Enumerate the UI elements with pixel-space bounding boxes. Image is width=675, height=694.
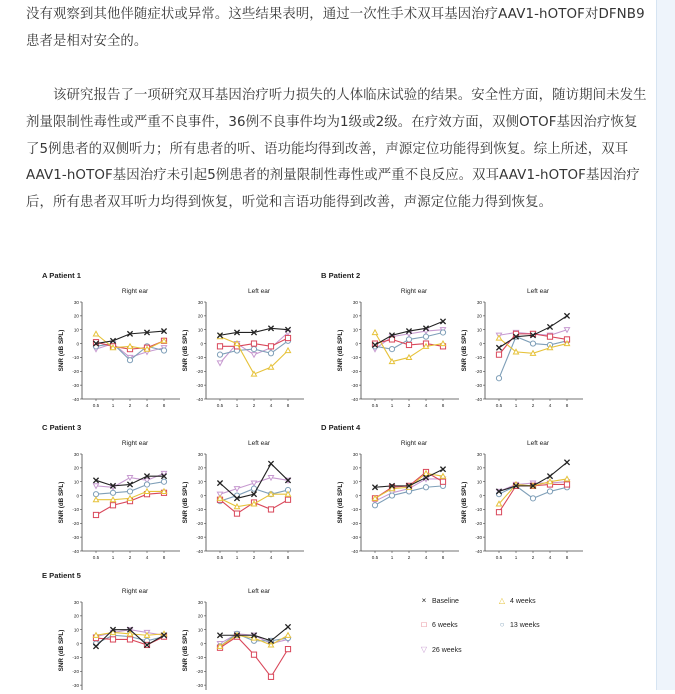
y-tick-label: 20 — [73, 465, 79, 471]
data-point-baseline — [268, 461, 273, 466]
data-point-6-weeks — [110, 503, 115, 508]
data-point-13-weeks — [530, 341, 535, 346]
y-tick-label: 10 — [197, 627, 203, 633]
panel-title: Left ear — [526, 288, 550, 295]
paragraph-summary: 该研究报告了一项研究双耳基因治疗听力损失的人体临床试验的结果。安全性方面，随访期间未发生剂量限制性毒性或严重不良事件，36例不良事件均为1级或2级。在疗效方面，双侧OTOF基因治疗恢复了5例患者的双侧听力；所有患者的听、语功能均得到改善，声源定位功能得到恢复。综上所述，双耳AAV1-hOTOF基因治疗未引起5例患者的剂量限制性毒性或严重不良反应。双耳AAV1-hOTOF基因治疗后，所有患者双耳听力均得到恢复，听觉和言语功能得到改善，声源定位能力得到恢复。 — [26, 88, 647, 211]
y-tick-label: -20 — [475, 521, 482, 527]
data-point-baseline — [496, 345, 501, 350]
y-tick-label: 10 — [352, 479, 358, 485]
legend-entry-w26 — [421, 645, 462, 654]
y-tick-label: -30 — [351, 534, 358, 540]
panel-title: Right ear — [400, 288, 428, 295]
x-tick-label: 1 — [390, 555, 394, 560]
data-point-4-weeks — [406, 355, 411, 360]
data-point-baseline — [547, 324, 552, 329]
legend-label-baseline: Baseline — [432, 598, 459, 605]
y-tick-label: -30 — [196, 534, 203, 540]
data-point-4-weeks — [93, 497, 98, 502]
x-tick-label: 0.5 — [216, 555, 224, 560]
y-tick-label: 20 — [197, 313, 203, 319]
x-tick-label: 4 — [548, 555, 552, 560]
data-point-13-weeks — [127, 489, 132, 494]
data-point-13-weeks — [110, 490, 115, 495]
y-tick-label: -20 — [351, 369, 358, 375]
data-point-13-weeks — [217, 352, 222, 357]
data-point-baseline — [93, 478, 98, 483]
legend-entry-w6 — [422, 620, 459, 629]
data-point-13-weeks — [127, 358, 132, 363]
data-point-4-weeks — [217, 496, 222, 501]
data-point-26-weeks — [268, 475, 273, 480]
data-point-13-weeks — [161, 348, 166, 353]
x-tick-label: 4 — [424, 555, 428, 560]
y-tick-label: 0 — [76, 641, 79, 647]
data-point-4-weeks — [144, 489, 149, 494]
x-tick-label: 0.5 — [371, 555, 379, 560]
chart-panel — [182, 440, 304, 560]
y-tick-label: 10 — [197, 479, 203, 485]
data-point-13-weeks — [530, 496, 535, 501]
panel-title: Right ear — [400, 440, 428, 447]
y-axis-label: SNR (dB SPL) — [182, 629, 189, 672]
y-tick-label: -10 — [196, 655, 203, 661]
patient-label: D Patient 4 — [321, 423, 361, 432]
y-tick-label: -30 — [196, 682, 203, 688]
data-point-26-weeks — [93, 484, 98, 489]
legend-symbol-w4: △ — [498, 596, 506, 605]
data-point-baseline — [440, 467, 445, 472]
chart-panel — [337, 440, 459, 560]
data-point-4-weeks — [372, 330, 377, 335]
y-tick-label: 0 — [76, 341, 79, 347]
figure-snr-charts — [36, 262, 626, 690]
y-tick-label: 30 — [352, 451, 358, 457]
data-point-6-weeks — [564, 482, 569, 487]
data-point-baseline — [547, 474, 552, 479]
legend-label-w13: 13 weeks — [510, 622, 540, 629]
y-tick-label: -30 — [72, 534, 79, 540]
data-point-6-weeks — [547, 334, 552, 339]
x-tick-label: 1 — [514, 555, 518, 560]
y-axis-label: SNR (dB SPL) — [337, 481, 344, 524]
x-tick-label: 1 — [235, 555, 239, 560]
x-tick-label: 2 — [531, 403, 535, 408]
y-tick-label: -20 — [475, 369, 482, 375]
x-tick-label: 1 — [111, 403, 115, 408]
x-tick-label: 2 — [407, 555, 411, 560]
data-point-baseline — [217, 481, 222, 486]
data-point-13-weeks — [406, 337, 411, 342]
y-tick-label: -10 — [475, 507, 482, 513]
y-tick-label: -30 — [196, 382, 203, 388]
y-tick-label: -30 — [72, 382, 79, 388]
x-tick-label: 4 — [424, 403, 428, 408]
legend-label-w26: 26 weeks — [432, 647, 462, 654]
x-tick-label: 4 — [145, 555, 149, 560]
data-point-13-weeks — [268, 351, 273, 356]
data-point-6-weeks — [268, 674, 273, 679]
y-tick-label: -40 — [475, 396, 482, 402]
y-axis-label: SNR (dB SPL) — [182, 329, 189, 372]
chart-panel — [337, 288, 459, 408]
legend-entry-w13 — [500, 620, 540, 629]
y-tick-label: 20 — [73, 613, 79, 619]
y-tick-label: -20 — [196, 369, 203, 375]
legend-entry-baseline — [422, 596, 459, 605]
x-tick-label: 8 — [286, 403, 290, 408]
y-tick-label: -20 — [351, 521, 358, 527]
y-tick-label: -40 — [72, 396, 79, 402]
chart-panel — [58, 288, 180, 408]
page-side-margin — [657, 0, 675, 690]
legend-entry-w4 — [499, 596, 536, 605]
data-point-4-weeks — [389, 359, 394, 364]
y-tick-label: -20 — [196, 669, 203, 675]
y-tick-label: 30 — [197, 599, 203, 605]
x-tick-label: 2 — [407, 403, 411, 408]
y-tick-label: -10 — [351, 507, 358, 513]
data-point-13-weeks — [423, 334, 428, 339]
y-axis-label: SNR (dB SPL) — [182, 481, 189, 524]
x-tick-label: 0.5 — [216, 403, 224, 408]
y-tick-label: 10 — [476, 479, 482, 485]
data-point-26-weeks — [251, 353, 256, 358]
panel-title: Right ear — [121, 588, 149, 595]
y-tick-label: -30 — [475, 534, 482, 540]
data-point-4-weeks — [496, 335, 501, 340]
data-point-6-weeks — [406, 342, 411, 347]
y-tick-label: 10 — [476, 327, 482, 333]
y-tick-label: 20 — [197, 613, 203, 619]
data-point-13-weeks — [372, 503, 377, 508]
x-tick-label: 1 — [235, 403, 239, 408]
y-tick-label: -10 — [475, 355, 482, 361]
x-tick-label: 2 — [252, 555, 256, 560]
data-point-4-weeks — [285, 348, 290, 353]
data-point-4-weeks — [547, 479, 552, 484]
legend-label-w6: 6 weeks — [432, 622, 458, 629]
y-tick-label: -40 — [351, 396, 358, 402]
y-tick-label: 20 — [476, 465, 482, 471]
y-tick-label: -40 — [475, 548, 482, 554]
data-point-4-weeks — [144, 633, 149, 638]
data-point-13-weeks — [547, 489, 552, 494]
legend-symbol-w26: ▽ — [420, 645, 428, 654]
y-tick-label: 10 — [73, 479, 79, 485]
y-tick-label: 0 — [479, 341, 482, 347]
y-tick-label: 0 — [200, 641, 203, 647]
patient-label: B Patient 2 — [321, 271, 361, 280]
y-tick-label: 0 — [479, 493, 482, 499]
panel-title: Left ear — [247, 440, 271, 447]
x-tick-label: 0.5 — [371, 403, 379, 408]
data-point-13-weeks — [93, 492, 98, 497]
y-tick-label: 0 — [200, 493, 203, 499]
y-tick-label: 30 — [73, 451, 79, 457]
data-point-4-weeks — [127, 496, 132, 501]
data-point-6-weeks — [496, 510, 501, 515]
data-point-6-weeks — [440, 479, 445, 484]
y-tick-label: -20 — [72, 521, 79, 527]
data-point-6-weeks — [268, 344, 273, 349]
y-tick-label: 30 — [476, 299, 482, 305]
y-axis-label: SNR (dB SPL) — [461, 481, 468, 524]
x-tick-label: 0.5 — [495, 555, 503, 560]
data-point-4-weeks — [440, 474, 445, 479]
data-point-6-weeks — [251, 652, 256, 657]
data-point-13-weeks — [161, 479, 166, 484]
y-tick-label: -30 — [351, 382, 358, 388]
legend-symbol-baseline: × — [421, 596, 427, 605]
y-tick-label: 20 — [73, 313, 79, 319]
data-point-4-weeks — [251, 371, 256, 376]
y-tick-label: -40 — [72, 548, 79, 554]
y-tick-label: -30 — [72, 682, 79, 688]
y-tick-label: -10 — [196, 507, 203, 513]
y-tick-label: 30 — [197, 299, 203, 305]
y-tick-label: 0 — [200, 341, 203, 347]
y-axis-label: SNR (dB SPL) — [58, 481, 65, 524]
x-tick-label: 2 — [252, 403, 256, 408]
panel-title: Left ear — [526, 440, 550, 447]
data-point-baseline — [564, 313, 569, 318]
y-tick-label: 0 — [355, 341, 358, 347]
data-point-13-weeks — [251, 347, 256, 352]
x-tick-label: 1 — [111, 555, 115, 560]
x-tick-label: 4 — [269, 403, 273, 408]
legend-symbol-w6: □ — [421, 620, 427, 629]
data-point-13-weeks — [440, 330, 445, 335]
panel-title: Left ear — [247, 288, 271, 295]
x-tick-label: 4 — [548, 403, 552, 408]
x-tick-label: 8 — [162, 403, 166, 408]
chart-panel — [182, 288, 304, 408]
panel-title: Right ear — [121, 288, 149, 295]
data-point-4-weeks — [234, 504, 239, 509]
y-tick-label: -40 — [351, 548, 358, 554]
data-point-13-weeks — [144, 482, 149, 487]
patient-label: E Patient 5 — [42, 571, 81, 580]
figure-legend — [421, 596, 540, 654]
y-tick-label: -30 — [475, 382, 482, 388]
y-tick-label: 0 — [76, 493, 79, 499]
data-point-6-weeks — [127, 637, 132, 642]
y-axis-label: SNR (dB SPL) — [58, 329, 65, 372]
data-point-26-weeks — [127, 475, 132, 480]
y-axis-label: SNR (dB SPL) — [58, 629, 65, 672]
x-tick-label: 8 — [441, 555, 445, 560]
y-axis-label: SNR (dB SPL) — [461, 329, 468, 372]
y-tick-label: -20 — [196, 521, 203, 527]
data-point-6-weeks — [285, 647, 290, 652]
y-tick-label: -20 — [72, 669, 79, 675]
data-point-4-weeks — [93, 331, 98, 336]
x-tick-label: 4 — [145, 403, 149, 408]
y-tick-label: 30 — [476, 451, 482, 457]
legend-label-w4: 4 weeks — [510, 598, 536, 605]
legend-symbol-w13: ○ — [499, 620, 505, 629]
x-tick-label: 4 — [269, 555, 273, 560]
data-point-6-weeks — [217, 344, 222, 349]
x-tick-label: 0.5 — [495, 403, 503, 408]
y-tick-label: -10 — [72, 655, 79, 661]
y-tick-label: 0 — [355, 493, 358, 499]
y-tick-label: 20 — [352, 465, 358, 471]
data-point-6-weeks — [285, 335, 290, 340]
data-point-6-weeks — [93, 512, 98, 517]
data-point-6-weeks — [251, 341, 256, 346]
y-tick-label: -10 — [72, 355, 79, 361]
x-tick-label: 8 — [565, 555, 569, 560]
x-tick-label: 1 — [390, 403, 394, 408]
patient-label: C Patient 3 — [42, 423, 82, 432]
x-tick-label: 8 — [286, 555, 290, 560]
y-tick-label: -20 — [72, 369, 79, 375]
data-point-6-weeks — [268, 507, 273, 512]
y-tick-label: 10 — [73, 627, 79, 633]
y-tick-label: 30 — [73, 299, 79, 305]
y-tick-label: -10 — [196, 355, 203, 361]
y-tick-label: 30 — [352, 299, 358, 305]
data-point-baseline — [440, 319, 445, 324]
data-point-13-weeks — [389, 493, 394, 498]
x-tick-label: 2 — [128, 403, 132, 408]
y-tick-label: 30 — [73, 599, 79, 605]
y-tick-label: -10 — [351, 355, 358, 361]
y-tick-label: 20 — [352, 313, 358, 319]
data-point-4-weeks — [285, 633, 290, 638]
y-tick-label: 20 — [197, 465, 203, 471]
data-point-baseline — [564, 460, 569, 465]
y-tick-label: -40 — [196, 396, 203, 402]
data-point-4-weeks — [530, 351, 535, 356]
data-point-4-weeks — [110, 497, 115, 502]
y-tick-label: 20 — [476, 313, 482, 319]
data-point-6-weeks — [234, 511, 239, 516]
x-tick-label: 8 — [162, 555, 166, 560]
y-axis-label: SNR (dB SPL) — [337, 329, 344, 372]
paragraph-safety-conclusion: 没有观察到其他伴随症状或异常。这些结果表明，通过一次性手术双耳基因治疗AAV1-hOTOF对DFNB9患者是相对安全的。 — [26, 7, 645, 49]
panel-title: Left ear — [247, 588, 271, 595]
data-point-6-weeks — [110, 637, 115, 642]
x-tick-label: 1 — [514, 403, 518, 408]
figure-svg — [36, 262, 626, 690]
panel-title: Right ear — [121, 440, 149, 447]
x-tick-label: 8 — [565, 403, 569, 408]
data-point-26-weeks — [234, 487, 239, 492]
chart-panel — [461, 440, 583, 560]
data-point-4-weeks — [440, 341, 445, 346]
y-tick-label: 10 — [73, 327, 79, 333]
data-point-6-weeks — [496, 352, 501, 357]
data-point-4-weeks — [93, 633, 98, 638]
x-tick-label: 0.5 — [92, 555, 100, 560]
x-tick-label: 8 — [441, 403, 445, 408]
data-point-26-weeks — [251, 481, 256, 486]
data-point-26-weeks — [564, 328, 569, 333]
data-point-13-weeks — [423, 485, 428, 490]
y-tick-label: 10 — [197, 327, 203, 333]
data-point-13-weeks — [496, 376, 501, 381]
chart-panel — [58, 588, 180, 690]
patient-label: A Patient 1 — [42, 271, 81, 280]
data-point-26-weeks — [217, 361, 222, 366]
data-point-6-weeks — [285, 497, 290, 502]
data-point-baseline — [285, 624, 290, 629]
data-point-4-weeks — [564, 476, 569, 481]
y-tick-label: -10 — [72, 507, 79, 513]
y-tick-label: -40 — [196, 548, 203, 554]
y-tick-label: 30 — [197, 451, 203, 457]
y-tick-label: 10 — [352, 327, 358, 333]
x-tick-label: 0.5 — [92, 403, 100, 408]
data-point-4-weeks — [127, 344, 132, 349]
data-point-13-weeks — [389, 347, 394, 352]
chart-panel — [461, 288, 583, 408]
chart-panel — [182, 588, 304, 690]
chart-panel — [58, 440, 180, 560]
x-tick-label: 2 — [531, 555, 535, 560]
data-point-4-weeks — [161, 489, 166, 494]
x-tick-label: 2 — [128, 555, 132, 560]
